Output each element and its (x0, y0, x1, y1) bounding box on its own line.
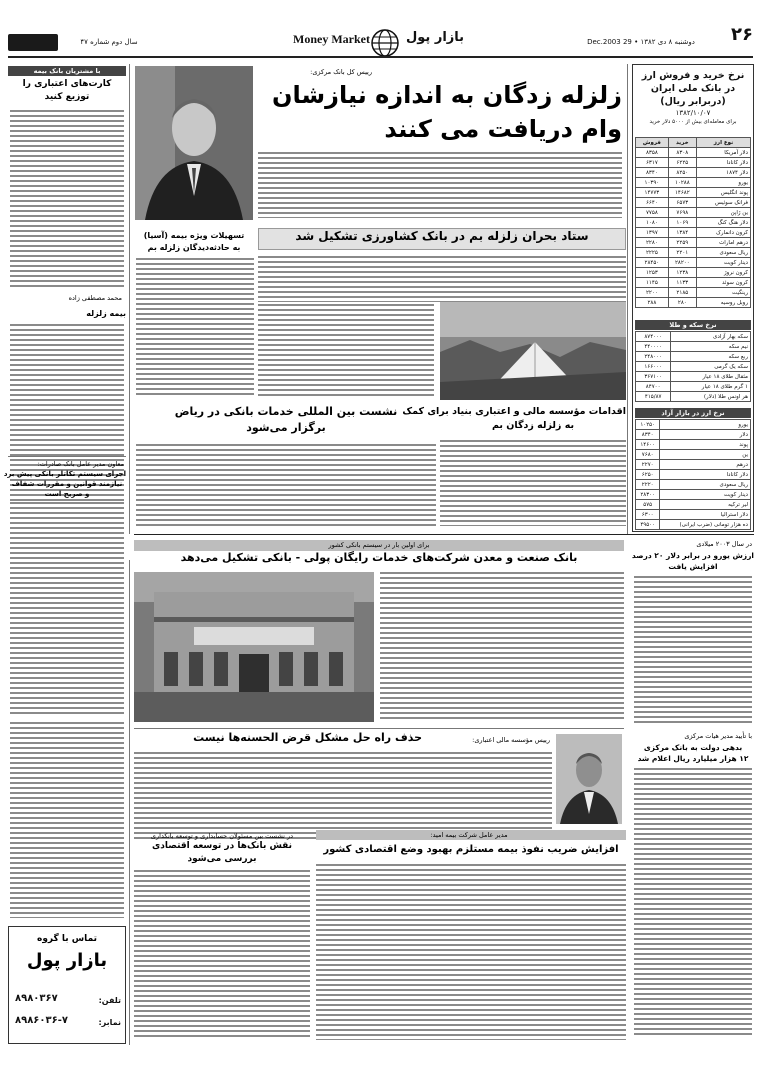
left-low-body (10, 722, 124, 918)
currency-row (636, 208, 751, 218)
row-label-cell: دلار ۱۸۷۴ (696, 168, 750, 178)
moassese-headline-2: به زلزله زدگان بم (491, 420, 575, 431)
newspaper-logo (8, 34, 58, 51)
lead-kicker: رییس کل بانک مرکزی: (310, 68, 372, 76)
row-label-cell: ربع سکه (671, 352, 751, 362)
row-label-cell: ۱ گرم طلای ۱۸ عیار (671, 382, 751, 392)
row-value-cell: ۲۸۸ (636, 298, 669, 308)
row-label-cell: دلار آمریکا (696, 148, 750, 158)
row-value-cell: ۲۸۰ (668, 298, 696, 308)
section-rule (8, 456, 126, 457)
issue-label: سال دوم شماره ۴۷ (80, 38, 138, 46)
column-rule (129, 560, 130, 1045)
row-value-cell: ۶۲۲۵ (668, 158, 696, 168)
row-label-cell: رینگیت (696, 288, 750, 298)
currency-row (636, 148, 751, 158)
section-title-en: Money Market (293, 32, 370, 46)
neshast-headline-2: برگزار می‌شود (246, 421, 326, 434)
market-row (636, 460, 751, 470)
gharz-kicker: رییس مؤسسه مالی اعتباری: (472, 736, 550, 744)
left-mid-headline-3: و صریح است (44, 490, 90, 498)
row-value-cell: ۱۰۲۵۰ (636, 420, 660, 430)
bime-kicker: مدیر عامل شرکت بیمه امید: (430, 831, 508, 839)
currency-row (636, 268, 751, 278)
left-top-kicker: با مشتریان بانک بیمه (8, 66, 126, 76)
currency-row (636, 258, 751, 268)
currency-row (636, 168, 751, 178)
row-label-cell: ین (660, 450, 751, 460)
row-value-cell: ۲۲۰۰ (636, 288, 669, 298)
row-value-cell: ۱۰۶۹ (668, 218, 696, 228)
row-value-cell: ۸۴۷۰۰ (636, 382, 671, 392)
row-value-cell: ۲۱۸۵ (668, 288, 696, 298)
currency-row (636, 218, 751, 228)
market-row (636, 420, 751, 430)
currency-row (636, 228, 751, 238)
row-value-cell: ۲۲۵۹ (668, 238, 696, 248)
currency-row (636, 158, 751, 168)
right-low-body (634, 768, 752, 1038)
row-label-cell: نیم سکه (671, 342, 751, 352)
naghsh-headline-2: بررسی می‌شود (187, 854, 257, 864)
market-row (636, 470, 751, 480)
left-top-byline-1: محمد مصطفی زاده (68, 294, 122, 302)
tasilat-headline-1: تسهیلات ویژه بیمه (آسیا) (143, 231, 245, 240)
row-value-cell: ۶۵۷۳ (668, 198, 696, 208)
moassese-headline-1: اقدامات مؤسسه مالی و اعتباری بنیاد برای کمک (402, 406, 626, 417)
currency-row (636, 278, 751, 288)
moassese-body (440, 440, 626, 526)
row-label-cell: یورو (660, 420, 751, 430)
left-top-section-head: بیمه زلزله (86, 309, 126, 318)
date-line: دوشنبه ۸ دی ۱۳۸۲ • 29 Dec.2003 (587, 38, 695, 46)
row-value-cell: ۷۶۸۰ (636, 450, 660, 460)
market-row (636, 430, 751, 440)
right-mid-headline-1: ارزش یورو در برابر دلار ۲۰ درصد (631, 551, 754, 560)
row-value-cell: ۲۸۲۰۰ (668, 258, 696, 268)
row-value-cell: ۱۳۹۷ (636, 228, 669, 238)
row-value-cell: ۱۰۳۹۰ (636, 178, 669, 188)
gold-row (636, 342, 751, 352)
row-label-cell: مثقال طلای ۱۸ عیار (671, 372, 751, 382)
left-top-body-2 (3, 324, 126, 506)
currency-rates-table (635, 137, 751, 308)
section-rule (134, 728, 624, 729)
row-label-cell: درهم (660, 460, 751, 470)
masthead-rule (8, 56, 753, 58)
bime-headline: افزایش ضریب نفوذ بیمه مستلزم بهبود وضع اقتصادی کشور (323, 844, 619, 855)
section-title-fa: بازار پول (406, 30, 465, 45)
contact-fax-label: نمابر: (98, 1018, 121, 1027)
row-value-cell: ۲۲۸۰ (636, 238, 669, 248)
row-label-cell: روبل روسیه (696, 298, 750, 308)
row-value-cell: ۸۷۴۰۰۰ (636, 332, 671, 342)
market-row (636, 440, 751, 450)
row-value-cell: ۶۳۰۰ (636, 510, 660, 520)
row-label-cell: ده هزار تومانی (ضرب ایرانی) (660, 520, 751, 530)
lead-headline-2: وام دریافت می کنند (384, 115, 622, 143)
row-label-cell: پوند انگلیس (696, 188, 750, 198)
row-value-cell: ۱۳۸۴ (668, 228, 696, 238)
bam-body-2 (258, 304, 434, 398)
left-mid-headline-1: اجرای سیستم تکاتلر بانکی پیش برد (3, 470, 126, 478)
row-value-cell: ۲۲۰۱ (668, 248, 696, 258)
governor-photo (135, 66, 253, 220)
row-label-cell: سکه بهار آزادی (671, 332, 751, 342)
row-value-cell: ۷۷۵۸ (636, 208, 669, 218)
mid-page-rule (134, 534, 754, 535)
market-row (636, 500, 751, 510)
market-row (636, 510, 751, 520)
currency-row (636, 178, 751, 188)
row-label-cell: هر اونس طلا (دلار) (671, 392, 751, 402)
row-value-cell: ۱۰۸۰ (636, 218, 669, 228)
row-value-cell: ۱۲۵۳ (636, 268, 669, 278)
rates-note: برای معامله‌ای بیش از ۵۰۰۰ دلار خرید (649, 119, 737, 125)
currency-row (636, 248, 751, 258)
left-top-article (3, 66, 126, 526)
market-row (636, 480, 751, 490)
row-value-cell: ۱۱۴۵ (636, 278, 669, 288)
row-value-cell: ۲۴۸۰۰۰ (636, 352, 671, 362)
row-label-cell: دلار کانادا (660, 470, 751, 480)
gold-row (636, 352, 751, 362)
row-label-cell: ین ژاپن (696, 208, 750, 218)
tasilat-body (136, 258, 254, 396)
contact-title: تماس با گروه (37, 934, 97, 944)
masthead (8, 24, 753, 54)
row-label-cell: دلار (660, 430, 751, 440)
table-header-cell: فروش (636, 138, 669, 148)
row-value-cell: ۴۹۵۰۰ (636, 520, 660, 530)
currency-row (636, 188, 751, 198)
row-label-cell: کرون نروژ (696, 268, 750, 278)
row-label-cell: دینار کویت (660, 490, 751, 500)
gold-rates-table (635, 331, 751, 402)
row-value-cell: ۱۴۶۸۲ (668, 188, 696, 198)
row-label-cell: یورو (696, 178, 750, 188)
neshast-headline-1: نشست بین المللی خدمات بانکی در ریاض (174, 405, 398, 418)
row-value-cell: ۲۸۴۵۰ (636, 258, 669, 268)
rates-box (632, 64, 754, 532)
sanat-band-label: برای اولین بار در سیستم بانکی کشور (328, 541, 430, 549)
row-value-cell: ۸۳۴۰ (636, 168, 669, 178)
market-rates-table (635, 419, 751, 530)
gold-row (636, 332, 751, 342)
row-value-cell: ۱۶۶۰۰۰ (636, 362, 671, 372)
row-value-cell: ۲۲۲۰ (636, 480, 660, 490)
row-label-cell: کرون سوئد (696, 278, 750, 288)
row-label-cell: پوند (660, 440, 751, 450)
row-value-cell: ۴۱۵/۸۷ (636, 392, 671, 402)
market-row (636, 520, 751, 530)
gharz-body (134, 752, 552, 840)
globe-icon (370, 28, 400, 58)
row-value-cell: ۱۱۳۳ (668, 278, 696, 288)
row-label-cell: لیر ترکیه (660, 500, 751, 510)
currency-row (636, 288, 751, 298)
row-label-cell: ریال سعودی (696, 248, 750, 258)
row-value-cell: ۸۳۵۸ (636, 148, 669, 158)
row-label-cell: دلار هنگ کنگ (696, 218, 750, 228)
right-low-kicker: با تأیید مدیر هیات مرکزی (684, 732, 752, 740)
currency-row (636, 298, 751, 308)
row-value-cell: ۲۲۲۵ (636, 248, 669, 258)
row-value-cell: ۶۲۵۰ (636, 470, 660, 480)
row-value-cell: ۱۴۷۷۳ (636, 188, 669, 198)
table-header-cell: نوع ارز (696, 138, 750, 148)
left-top-body (10, 110, 124, 290)
row-value-cell: ۶۶۴۰ (636, 198, 669, 208)
row-value-cell: ۸۲۵۰ (668, 168, 696, 178)
row-label-cell: کرون دانمارک (696, 228, 750, 238)
gold-row (636, 382, 751, 392)
gold-row (636, 392, 751, 402)
bank-building-photo (134, 572, 374, 722)
contact-fax: ۸۹۸۶۰۳۶-۷ (15, 1015, 68, 1026)
gold-row (636, 372, 751, 382)
row-value-cell: ۶۳۱۷ (636, 158, 669, 168)
contact-phone-label: تلفن: (98, 996, 121, 1005)
left-top-headline-2: توزیع کنید (44, 92, 90, 102)
gold-row (636, 362, 751, 372)
lead-headline-1: زلزله زدگان به اندازه نیازشان (272, 81, 622, 109)
row-label-cell: ریال سعودی (660, 480, 751, 490)
bam-headline: ستاد بحران زلزله بم در بانک کشاورزی تشکیل شد (295, 229, 589, 243)
left-mid-kicker: معاون مدیر عامل بانک صادرات: (37, 460, 124, 468)
row-value-cell: ۴۴۰۰۰۰ (636, 342, 671, 352)
right-low-headline-2: ۱۲ هزار میلیارد ریال اعلام شد (637, 754, 749, 763)
lead-body (258, 152, 622, 218)
left-mid-body (10, 502, 124, 716)
right-mid-headline-2: افزایش یافت (668, 562, 718, 571)
bam-body (258, 256, 626, 302)
naghsh-kicker: در نشست بین مسئولان حسابداری و توسعه بانکداری (150, 832, 294, 840)
row-value-cell: ۱۲۳۸ (668, 268, 696, 278)
row-value-cell: ۲۲۷۰ (636, 460, 660, 470)
row-value-cell: ۸۳۰۸ (668, 148, 696, 158)
row-label-cell: فرانک سوئیس (696, 198, 750, 208)
row-label-cell: دلار استرالیا (660, 510, 751, 520)
contact-phone: ۸۹۸۰۳۶۷ (15, 993, 58, 1004)
left-top-headline-1: کارت‌های اعتباری را (22, 79, 112, 89)
row-value-cell: ۱۰۲۸۸ (668, 178, 696, 188)
currency-row (636, 238, 751, 248)
right-low-headline-1: بدهی دولت به بانک مرکزی (643, 743, 743, 752)
bime-body (316, 864, 626, 1040)
column-rule (627, 64, 628, 534)
currency-row (636, 198, 751, 208)
contact-box (8, 926, 126, 1044)
right-mid-kicker: در سال ۲۰۰۳ میلادی (696, 540, 752, 548)
ceo-photo (556, 734, 622, 824)
row-label-cell: دینار کویت (696, 258, 750, 268)
table-header-row (636, 138, 751, 148)
sanat-headline: بانک صنعت و معدن شرکت‌های خدمات رایگان پولی - بانکی تشکیل می‌دهد (180, 551, 578, 564)
table-header-cell: خرید (668, 138, 696, 148)
market-row (636, 490, 751, 500)
row-value-cell: ۸۳۴۰ (636, 430, 660, 440)
sanat-body (380, 572, 624, 722)
naghsh-body (134, 870, 310, 1040)
rates-date: ۱۳۸۲/۱۰/۰۷ (675, 109, 711, 117)
row-label-cell: دلار کانادا (696, 158, 750, 168)
row-value-cell: ۲۸۳۰۰ (636, 490, 660, 500)
left-mid-headline-2: نیازمند قوانین و مقررات شفاف (11, 480, 123, 488)
gharz-headline: حذف راه حل مشکل قرض الحسنه‌ها نیست (193, 731, 422, 744)
tasilat-headline-2: به حادثه‌دیدگان زلزله بم (147, 243, 241, 252)
right-mid-body (634, 576, 752, 726)
row-value-cell: ۳۶۷۱۰۰ (636, 372, 671, 382)
gold-title: نرخ سکه و طلا (635, 320, 751, 330)
rates-title: نرخ خرید و فروش ارز در بانک ملی ایران (دربرابر ریال) (641, 70, 745, 107)
row-value-cell: ۱۴۶۰۰ (636, 440, 660, 450)
row-label-cell: سکه یک گرمی (671, 362, 751, 372)
market-title: نرخ ارز در بازار آزاد (635, 408, 751, 418)
page-number: ۲۶ (731, 24, 753, 45)
naghsh-headline-1: نقش بانک‌ها در توسعه اقتصادی (151, 841, 293, 851)
column-rule (129, 64, 130, 534)
earthquake-photo (440, 302, 626, 400)
market-row (636, 450, 751, 460)
row-label-cell: درهم امارات (696, 238, 750, 248)
neshast-body (136, 444, 436, 526)
row-value-cell: ۷۶۹۸ (668, 208, 696, 218)
row-value-cell: ۵۷۵ (636, 500, 660, 510)
contact-group: بازار پول (26, 950, 108, 971)
